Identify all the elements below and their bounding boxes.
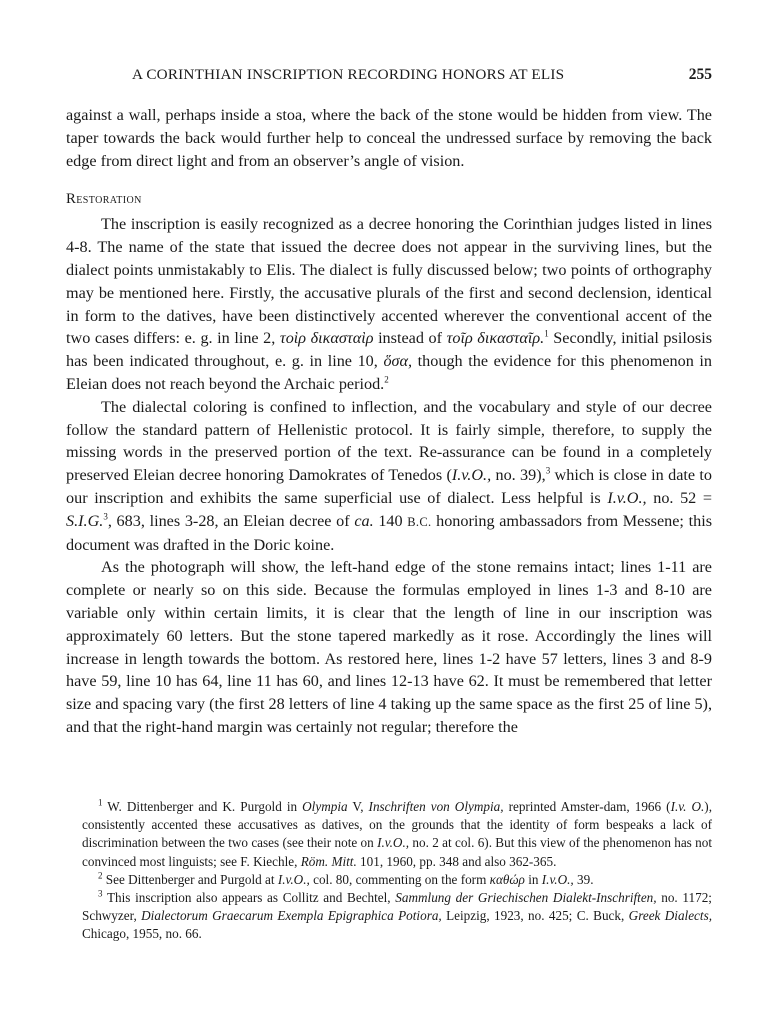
title-ref: Röm. Mitt. (300, 853, 357, 869)
citation-abbrev: S.I.G. (66, 511, 104, 530)
title-ref: Greek Dialects, (628, 908, 713, 924)
footnote-number: 3 (98, 888, 103, 899)
main-text (66, 104, 712, 739)
title-ref: Inschriften von Olympia, (368, 799, 504, 814)
text-run: no. 39), (491, 466, 546, 485)
paragraph-restoration-1 (66, 213, 712, 395)
title-ref: Olympia (302, 799, 348, 814)
running-head (66, 66, 712, 86)
text-run: ), consistently accented these accusatives as datives, on the grounds that the identity of form bespeaks a lack of discrimination between the two cases (see their note on (82, 799, 712, 851)
paragraph-restoration-3 (66, 556, 712, 738)
text-run: The inscription is easily recognized as a decree honoring the Corinthian judges listed in lines 4-8. The name of the state that issued the decree does not appear in the surviving lines, but the dialect points unmistakably to Elis. The dialect is fully discussed below; two points of orthography may be mentioned here. Firstly, the accusative plurals of the first and second declension, identical in form to the datives, have been distinctively accented wherever the conventional accent of the two cases differs: e. g. in line 2, (66, 215, 712, 348)
footnote-ref: 2 (384, 374, 389, 385)
footnote-ref: 3 (545, 465, 551, 476)
title-ref: Dialectorum Graecarum Exempla Epigraphica Potiora, (141, 908, 442, 924)
page-number: 255 (688, 66, 712, 83)
text-run: which is close in date to our inscription and exhibits the same superficial use of dialect. Less helpful is (66, 466, 713, 507)
text-run: This inscription also appears as Collitz and Bechtel, (102, 890, 396, 906)
text-run: no. 52 = (646, 488, 712, 507)
title-ref: Sammlung der Griechischen Dialekt-Inschriften, (395, 890, 657, 906)
running-head-title: A CORINTHIAN INSCRIPTION RECORDING HONORS AT ELIS (132, 66, 565, 83)
text-run: honoring ambassadors from Messene; this document was drafted in the Doric koine. (66, 511, 713, 554)
footnote-3 (82, 889, 712, 944)
text-run: though the evidence for this phenomenon in Eleian does not reach beyond the Archaic period. (66, 352, 712, 393)
text-run: See Dittenberger and Purgold at (102, 871, 278, 887)
paragraph-restoration-2 (66, 396, 712, 557)
greek-term: τοῖρ δικασταῖρ. (446, 329, 545, 348)
footnotes (82, 798, 712, 944)
text-run: against a wall, perhaps inside a stoa, where the back of the stone would be hidden from view. The taper towards the back would further help to conceal the undressed surface by removing the back edge from direct light and from an observer’s angle of vision. (66, 106, 712, 170)
era-abbrev: B.C. (407, 514, 432, 529)
circa-abbrev: ca. (354, 511, 374, 530)
citation-abbrev: I.v.O., (607, 488, 647, 507)
citation-abbrev: I.v.O., (451, 466, 492, 485)
text-run: 140 (373, 511, 408, 530)
text-run: Leipzig, 1923, no. 425; C. Buck, (441, 908, 629, 924)
text-run: As the photograph will show, the left-hand edge of the stone remains intact; lines 1-11 are complete or nearly so on this side. Because the formulas employed in lines 1-3 and 8-10 are variable only within certain limits, it is clear that the length of line in our inscription was approximately 60 letters. But the stone tapered markedly as it rose. Accordingly the lines will increase in length towards the bottom. As restored here, lines 1-2 have 57 letters, lines 3 and 8-9 have 59, line 10 has 64, line 11 has 60, and lines 12-13 have 62. It must be remembered that letter size and spacing vary (the first 28 letters of line 4 taking up the same space as the first 25 of line 5), and that the right-hand margin was certainly not regular; therefore the (66, 558, 712, 736)
text-run: in (524, 871, 542, 887)
section-heading: Restoration (66, 191, 142, 208)
text-run: Chicago, 1955, no. 66. (82, 926, 202, 942)
paragraph-continued (66, 104, 712, 172)
greek-term: καθώρ (489, 871, 525, 887)
footnote-ref: 1 (544, 328, 549, 339)
citation-abbrev: I.v. O. (670, 799, 705, 814)
text-run: no. 1172; Schwyzer, (82, 890, 712, 924)
edition-superscript: 3 (103, 511, 108, 522)
text-run: 101, 1960, pp. 348 and also 362-365. (356, 853, 557, 869)
footnote-number: 1 (98, 797, 103, 808)
text-run: no. 2 at col. 6). But this view of the phenomenon has not convinced most linguists; see F. Kiechle, (82, 835, 712, 869)
text-run: , 683, lines 3-28, an Eleian decree of (107, 511, 355, 530)
text-run: reprinted Amster‑dam, 1966 ( (503, 799, 671, 814)
footnote-1 (82, 798, 712, 871)
greek-term: τοὶρ δικασταὶρ (279, 329, 374, 348)
text-run: The dialectal coloring is confined to inflection, and the vocabulary and style of our decree follow the standard pattern of Hellenistic protocol. It is fairly simple, therefore, to supply the missing words in the preserved portion of the text. Re‑assurance can be found in a completely preserved Eleian decree honoring Damokrates of Tenedos ( (66, 397, 712, 485)
footnote-2 (82, 871, 712, 889)
citation-abbrev: I.v.O., (377, 835, 410, 851)
citation-abbrev: I.v.O., (541, 871, 574, 887)
footnote-number: 2 (98, 870, 103, 881)
citation-abbrev: I.v.O., (277, 871, 310, 887)
text-run: col. 80, commenting on the form (309, 871, 490, 887)
text-run: 39. (573, 871, 594, 887)
text-run: W. Dittenberger and K. Purgold in (102, 799, 303, 814)
greek-term: ὅσα, (383, 352, 413, 371)
text-run: Secondly, initial psilosis has been indicated throughout, e. g. in line 10, (66, 329, 713, 371)
text-run: V, (347, 799, 369, 814)
text-run: instead of (373, 329, 447, 348)
